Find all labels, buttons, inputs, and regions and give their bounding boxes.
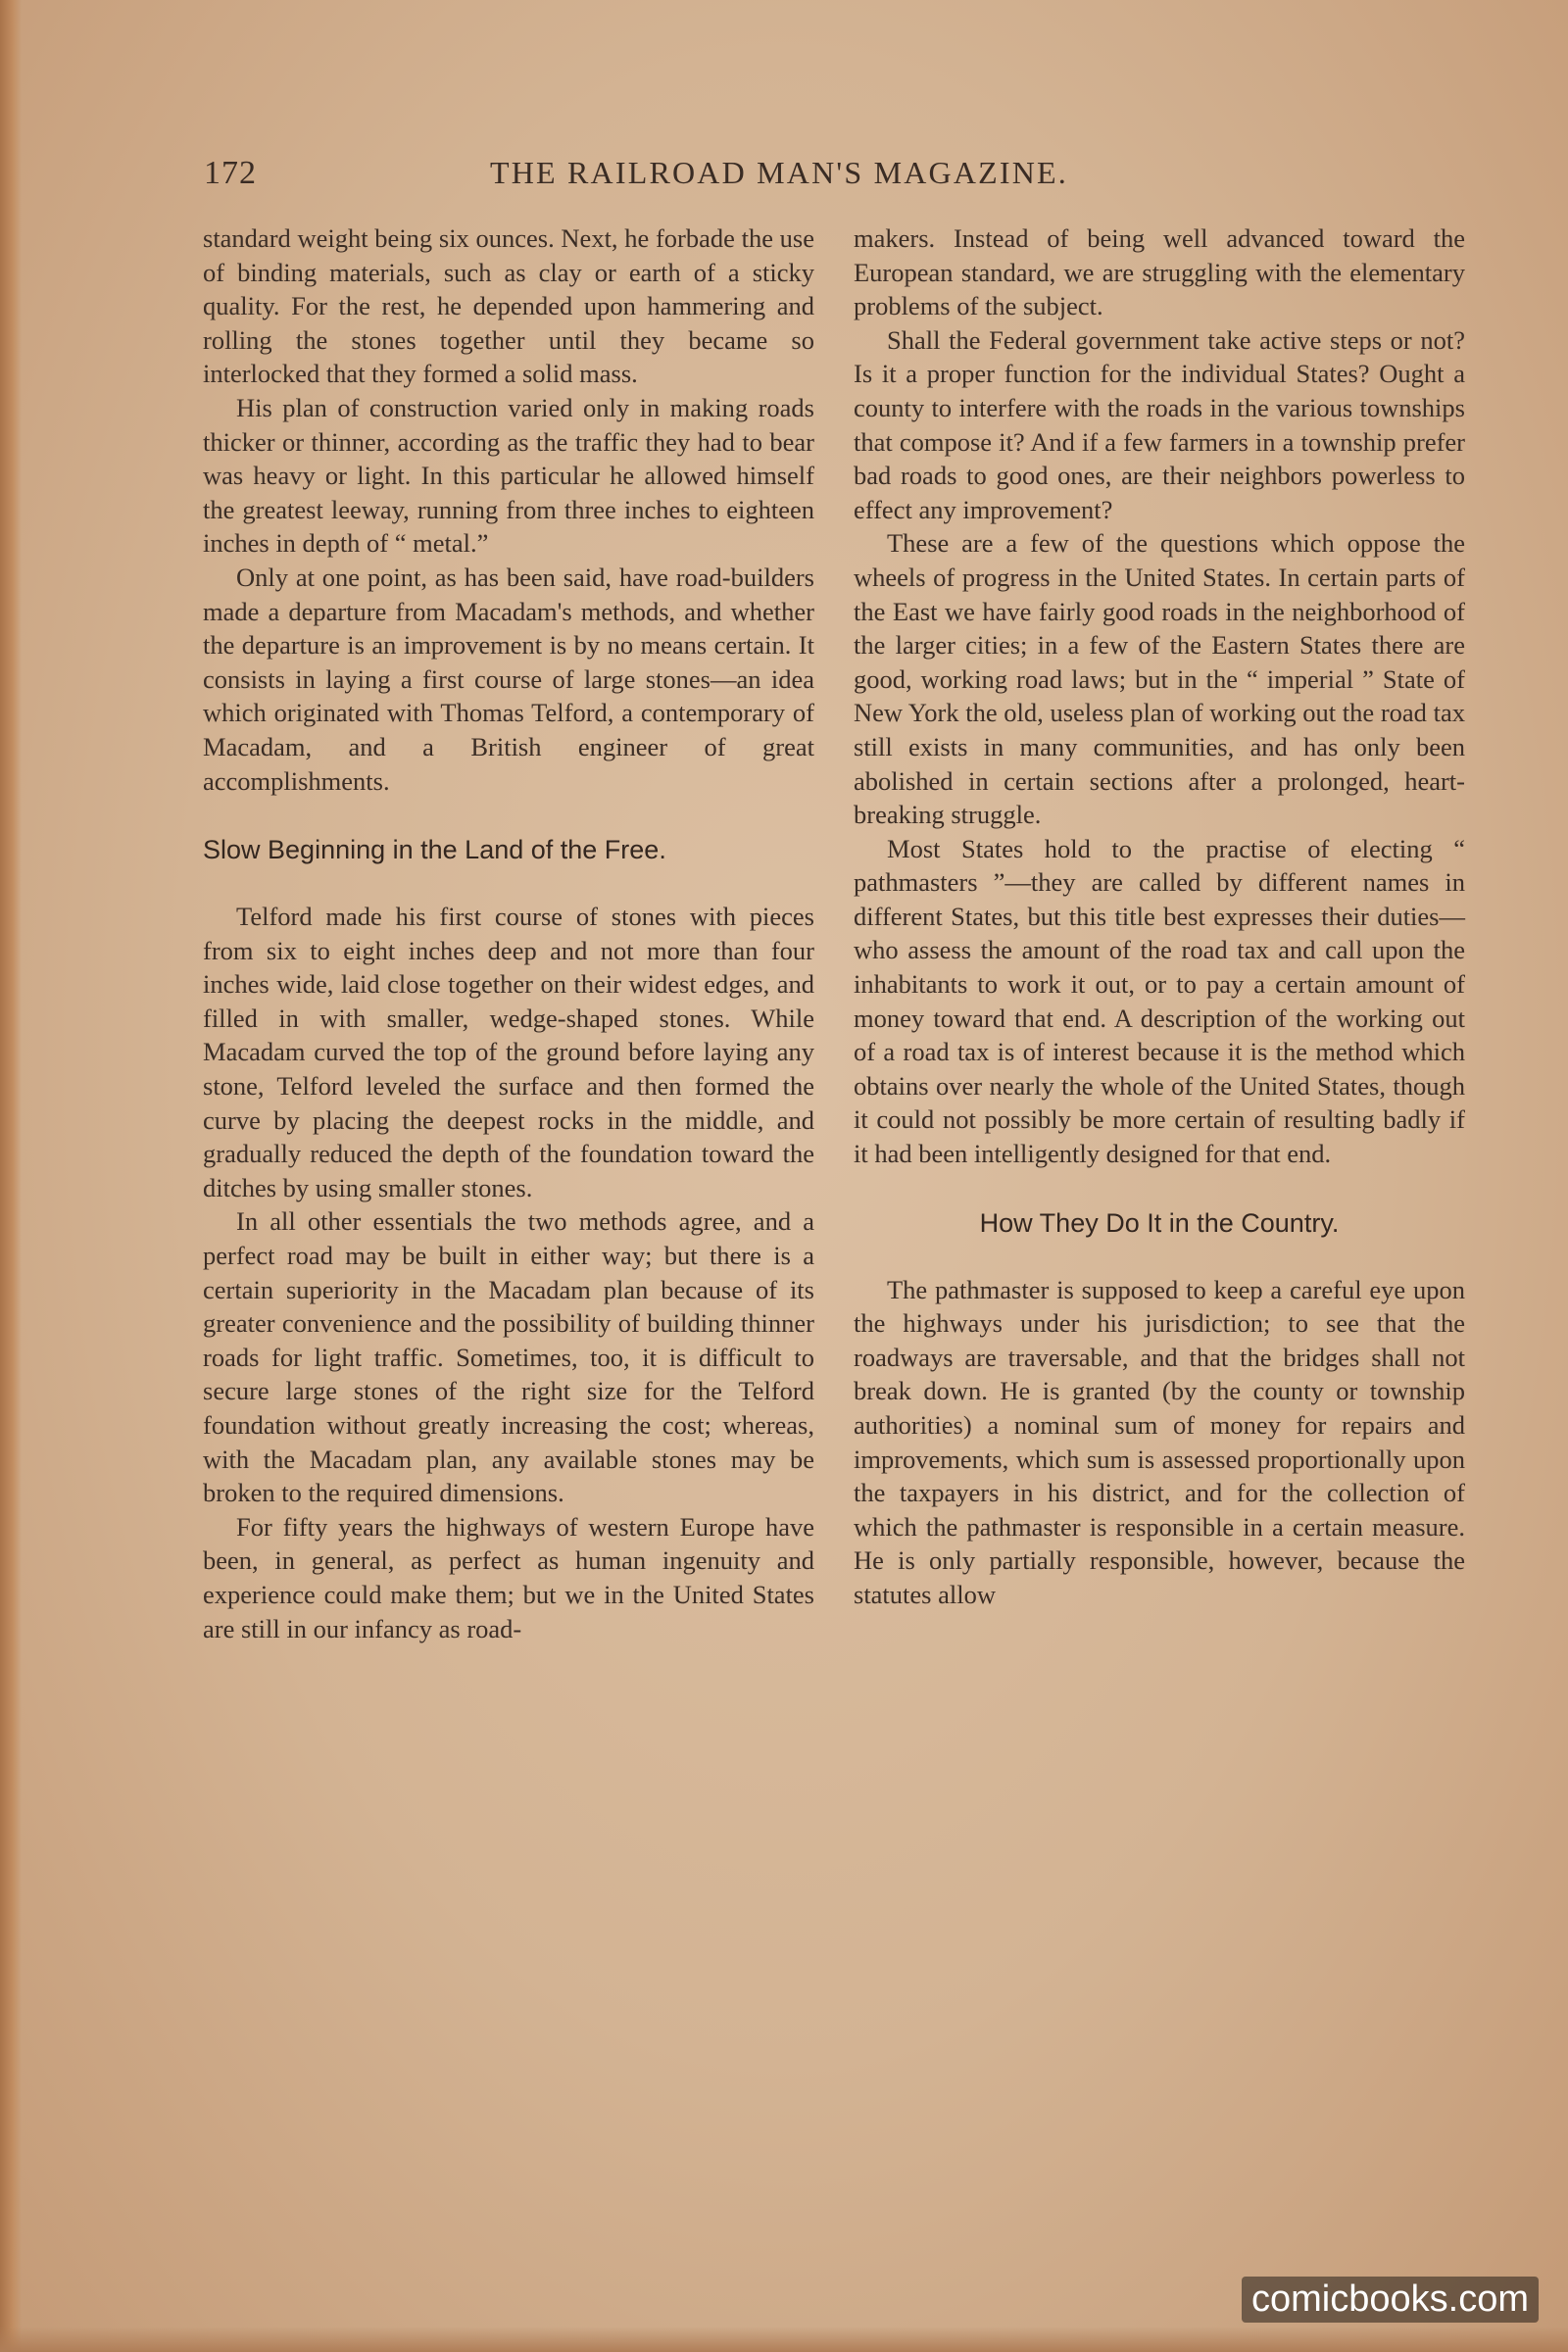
left-column [203,221,814,1645]
magazine-title: THE RAILROAD MAN'S MAGAZINE. [490,155,1069,190]
paragraph: standard weight being six ounces. Next, he forbade the use of binding materials, such as clay or earth of a sticky quality. For the rest, he depended upon hammering and rolling the stones together until they became so interlocked that they formed a solid mass. [203,223,814,389]
paragraph: Shall the Federal government take active steps or not? Is it a proper function for the individual States? Ought a county to interfere with the roads in the various townships that compose it? And if a few farmers in a township prefer bad roads to good ones, are their neighbors powerless to effect any improvement? [854,324,1465,524]
paragraph: Only at one point, as has been said, have road-builders made a departure from Macadam's methods, and whether the departure is an improvement is by no means certain. It consists in laying a first course of large stones—an idea which originated with Thomas Telford, a contemporary of Macadam, and a British engineer of great accomplishments. [203,562,814,796]
paragraph: Most States hold to the practise of electing “ pathmasters ”—they are called by different names in different States, but this title best expresses their duties—who assess the amount of the road tax and call upon the inhabitants to work it out, or to pay a certain amount of money toward that end. A description of the working out of a road tax is of interest because it is the method which obtains over nearly the whole of the United States, though it could not possibly be more certain of resulting badly if it had been intelligently designed for that end. [854,833,1465,1169]
section-subheading: Slow Beginning in the Land of the Free. [203,835,666,865]
paragraph: The pathmaster is supposed to keep a careful eye upon the highways under his jurisdiction; to see that the roadways are traversable, and that the bridges shall not break down. He is granted (by the county or township authorities) a nominal sum of money for repairs and improvements, which sum is assessed proportionally upon the taxpayers in his district, and for the collection of which the pathmaster is responsible in a certain measure. He is only partially responsible, however, because the statutes allow [854,1274,1465,1609]
paragraph: Telford made his first course of stones with pieces from six to eight inches deep and not more than four inches wide, laid close together on their widest edges, and filled in with smaller, wedge-shaped stones. While Macadam curved the top of the ground before laying any stone, Telford leveled the surface and then formed the curve by placing the deepest rocks in the middle, and gradually reduced the depth of the foundation toward the ditches by using smaller stones. [203,902,814,1202]
paragraph: His plan of construction varied only in making roads thicker or thinner, according as the traffic they had to bear was heavy or light. In this particular he allowed himself the greatest leeway, running from three inches to eighteen inches in depth of “ metal.” [203,392,814,559]
page-number: 172 [204,155,257,191]
paragraph: In all other essentials the two methods agree, and a perfect road may be built in either way; but there is a certain superiority in the Macadam plan because of its greater convenience and the possibility of building thinner roads for light traffic. Sometimes, too, it is difficult to secure large stones of the right size for the Telford foundation without greatly increasing the cost; whereas, with the Macadam plan, any available stones may be broken to the required dimensions. [203,1206,814,1508]
paragraph: For fifty years the highways of western Europe have been, in general, as perfect as human ingenuity and experience could make them; but we in the United States are still in our infancy as road- [203,1511,814,1643]
page-binding-edge [0,0,22,2352]
page-bottom-edge [0,2327,1568,2352]
section-subheading: How They Do It in the Country. [979,1207,1340,1238]
right-column [854,221,1465,1612]
paragraph: These are a few of the questions which oppose the wheels of progress in the United States. In certain parts of the East we have fairly good roads in the neighborhood of the larger cities; in a few of the Eastern States there are good, working road laws; but in the “ imperial ” State of New York the old, useless plan of working out the road tax still exists in many communities, and has only been abolished in certain sections after a prolonged, heart-breaking struggle. [854,528,1465,830]
running-header [204,155,1468,198]
site-watermark: comicbooks.com [1242,2277,1539,2323]
paragraph: makers. Instead of being well advanced toward the European standard, we are struggling with the elementary problems of the subject. [854,223,1465,321]
